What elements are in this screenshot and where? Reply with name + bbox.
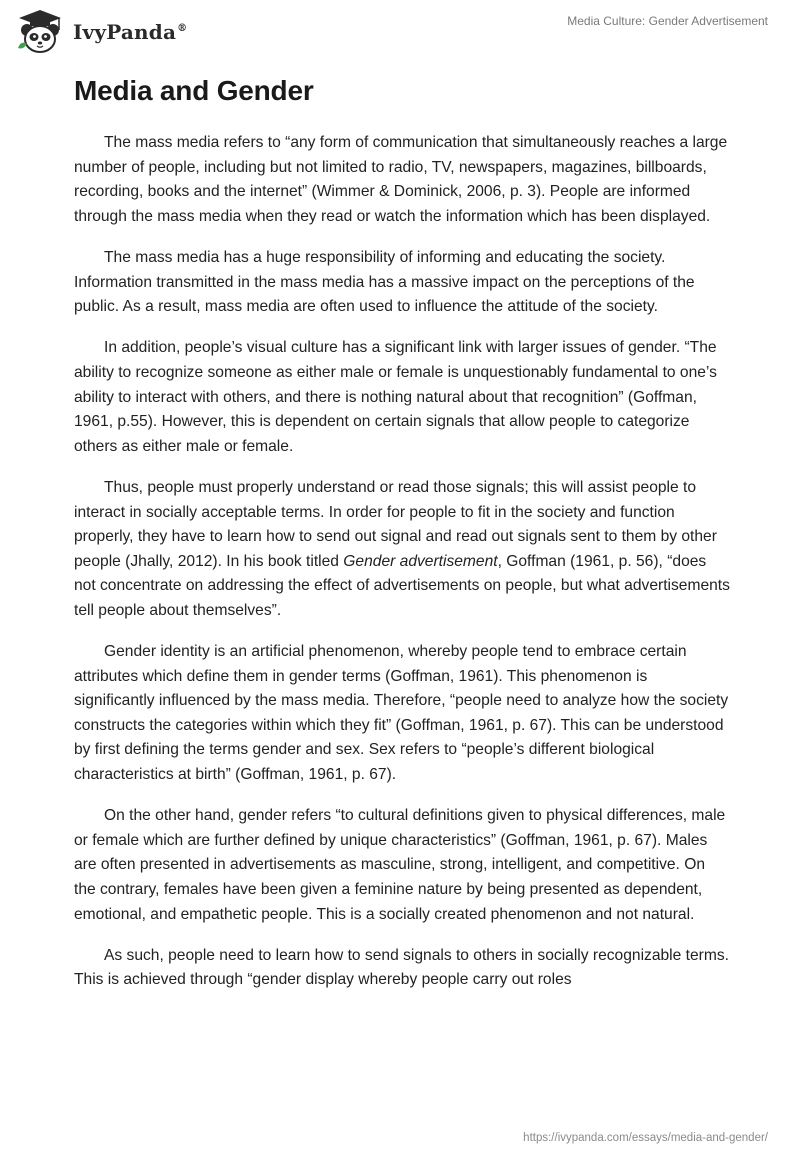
page-title: Media and Gender — [74, 75, 314, 106]
source-url[interactable]: https://ivypanda.com/essays/media-and-gender/ — [523, 1132, 768, 1144]
book-title: Gender advertisement — [343, 552, 498, 570]
paragraph: The mass media has a huge responsibility of informing and educating the society. Information transmitted in the mass media has a massive impact on the perceptions of the public. As a result, mass media are often used to influence the attitude of the society. — [74, 248, 695, 316]
panda-graduate-icon — [15, 8, 65, 56]
essay-body — [74, 131, 730, 1010]
document-title: Media Culture: Gender Advertisement — [567, 14, 768, 28]
paragraph: The mass media refers to “any form of communication that simultaneously reaches a large number of people, including but not limited to radio, TV, newspapers, magazines, billboards, recording, books and the internet” (Wimmer & Dominick, 2006, p. 3). People are informed through the mass media when they read or watch the information which has been displayed. — [74, 134, 728, 225]
paragraph: In addition, people’s visual culture has a significant link with larger issues of gender. “The ability to recognize someone as either male or female is unquestionably fundamental to one’s ability to interact with others, and there is nothing natural about that recognition” (Goffman, 1961, p.55). However, this is dependent on certain signals that allow people to categorize others as either male or female. — [74, 339, 717, 455]
paragraph: Gender identity is an artificial phenomenon, whereby people tend to embrace certain attributes which define them in gender terms (Goffman, 1961). This phenomenon is significantly influenced by the mass media. Therefore, “people need to analyze how the society constructs the categories within which they fit” (Goffman, 1961, p. 67). This can be understood by first defining the terms gender and sex. Sex refers to “people’s different biological characteristics at birth” (Goffman, 1961, p. 67). — [74, 643, 729, 784]
page-header — [0, 0, 800, 70]
ivypanda-logo[interactable] — [15, 8, 187, 56]
paragraph: Thus, people must properly understand or read those signals; this will assist people to interact in socially acceptable terms. In order for people to fit in the society and function properly, they have to learn how to send out signal and read out signals sent to them by other people (Jhally, 2012). In his book titled Gender advertisement, Goffman (1961, p. 56), “does not concentrate on addressing the effect of advertisements on people, but what advertisements tell people about themselves”. — [74, 478, 730, 619]
paragraph: On the other hand, gender refers “to cultural definitions given to physical differences, male or female which are further defined by unique characteristics” (Goffman, 1961, p. 67). Males are often presented in advertisements as masculine, strong, intelligent, and competitive. On the contrary, females have been given a feminine nature by being presented as dependent, emotional, and empathetic people. This is a socially created phenomenon and not natural. — [74, 807, 726, 923]
brand-name: IvyPanda® — [73, 20, 188, 44]
paragraph: As such, people need to learn how to send signals to others in socially recognizable terms. This is achieved through “gender display whereby people carry out roles — [74, 946, 729, 989]
